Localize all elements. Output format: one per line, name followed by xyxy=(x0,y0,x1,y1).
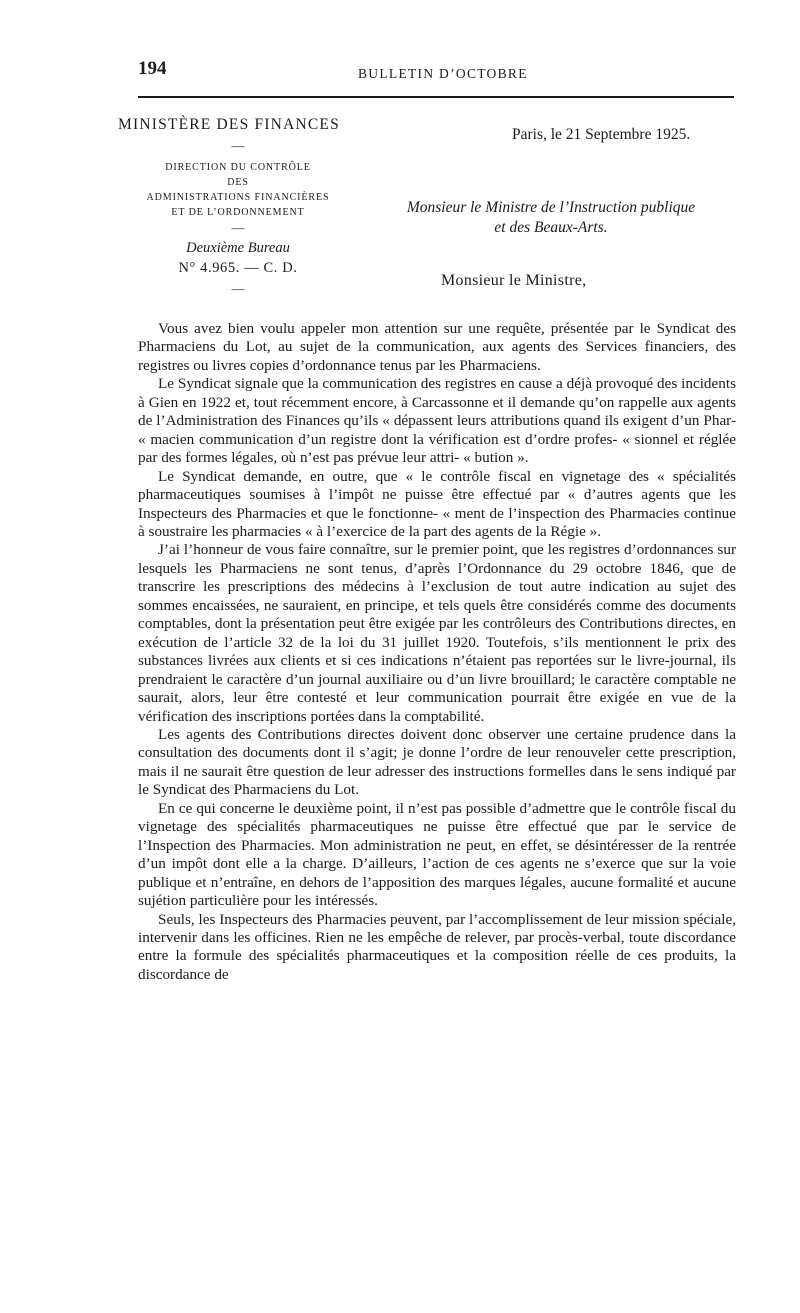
header-rule xyxy=(138,96,734,98)
direction-line-2: DES xyxy=(227,177,249,188)
sender-block xyxy=(118,116,358,297)
addressee-line-2: et des Beaux-Arts. xyxy=(494,219,608,236)
body-paragraph: Seuls, les Inspecteurs des Pharmacies peuvent, par l’accomplissement de leur mission spéciale, intervenir dans les officines. Rien ne les empêche de relever, par procès-verbal, toute discordance entre la formule des spécialités pharmaceutiques et la composition réelle de ces produits, la discordance de xyxy=(138,910,736,983)
place-date: Paris, le 21 Septembre 1925. xyxy=(512,126,691,143)
body-paragraph: Les agents des Contributions directes doivent donc observer une certaine prudence dans la consultation des documents dont il s’agit; je donne l’ordre de leur renouveler cette prescription, mais il ne saurait être question de leur adresser des instructions formelles dans le sens indiqué par le Syndicat des Pharmaciens du Lot. xyxy=(138,725,736,799)
letter-body xyxy=(138,320,736,984)
body-paragraph: J’ai l’honneur de vous faire connaître, sur le premier point, que les registres d’ordonnances sur lesquels les Pharmaciens ne sont tenus, d’après l’Ordonnance du 29 octobre 1846, que de transcrire les prescriptions des médecins à l’exclusion de tout autre indication au sujet des sommes encaissées, ne sauraient, en principe, et tels quels être considérés comme des documents comptables, dont la présentation peut être exigée par les contrôleurs des Contributions directes, en exécution de l’article 32 de la loi du 31 juillet 1920. Toutefois, s’ils mentionnent le prix des substances livrées aux clients et si ces indications n’étaient pas reportées sur le livre-journal, ils prendraient le caractère d’un journal auxiliaire ou d’un livre brouillard; le caractère comptable ne saurait, alors, leur être contesté et leur communication pourrait être exigée en vue de la vérification des inscriptions portées dans la comptabilité. xyxy=(138,541,736,725)
direction-line-4: ET DE L’ORDONNEMENT xyxy=(171,207,305,218)
running-header xyxy=(138,58,734,88)
addressee xyxy=(366,198,736,238)
running-title: BULLETIN D’OCTOBRE xyxy=(358,66,528,81)
body-paragraph: Vous avez bien voulu appeler mon attention sur une requête, présentée par le Syndicat des Pharmaciens du Lot, au sujet de la communication, aux agents des Services financiers, des registres ou livres copies d’ordonnance tenus par les Pharmaciens. xyxy=(138,320,736,374)
body-paragraph: En ce qui concerne le deuxième point, il n’est pas possible d’admettre que le contrôle fiscal du vignetage des spécialités pharmaceutiques ne puisse être effectué que par le service de l’Inspection des Pharmacies. Mon administration ne peut, en effet, se désintéresser de la rentrée d’un impôt dont elle a la charge. D’ailleurs, l’action de ces agents ne s’exerce que sur la voie publique et n’entraîne, en dehors de l’apposition des marques légales, aucune formalité et aucune sujétion particulière pour les intéressés. xyxy=(138,799,736,910)
reference-number: N° 4.965. — C. D. xyxy=(178,260,298,276)
direction-line-3: ADMINISTRATIONS FINANCIÈRES xyxy=(146,192,330,203)
bureau-name: Deuxième Bureau xyxy=(186,240,290,256)
body-paragraph: Le Syndicat demande, en outre, que « le contrôle fiscal en vignetage des « spécialités pharmaceutiques soumises à l’impôt ne puisse être effectué par « d’autres agents que les Inspecteurs des Pharmacies et que le fonctionne- « ment de l’inspection des Pharmacies continue à soustraire les pharmacies « à l’exercice de la part des agents de la Régie ». xyxy=(138,467,736,540)
page-number: 194 xyxy=(138,58,167,79)
salutation: Monsieur le Ministre, xyxy=(441,272,587,289)
separator-dash: — xyxy=(231,220,245,235)
separator-dash: — xyxy=(231,281,245,296)
body-paragraph: Le Syndicat signale que la communication des registres en cause a déjà provoqué des incidents à Gien en 1922 et, tout récemment encore, à Carcassonne et il demande qu’on rappelle aux agents de l’Administration des Finances qu’ils « dépassent leurs attributions quand ils exigent d’un Phar- « macien communication d’un registre dont la vérification est d’ordre profes- « sionnel et réglée par des formes légales, où n’est pas prévue leur attri- « bution ». xyxy=(138,375,736,467)
separator-dash: — xyxy=(231,138,245,153)
ministry-name: MINISTÈRE DES FINANCES xyxy=(118,116,340,133)
addressee-line-1: Monsieur le Ministre de l’Instruction publique xyxy=(406,199,696,216)
direction-line-1: DIRECTION DU CONTRÔLE xyxy=(165,162,311,173)
